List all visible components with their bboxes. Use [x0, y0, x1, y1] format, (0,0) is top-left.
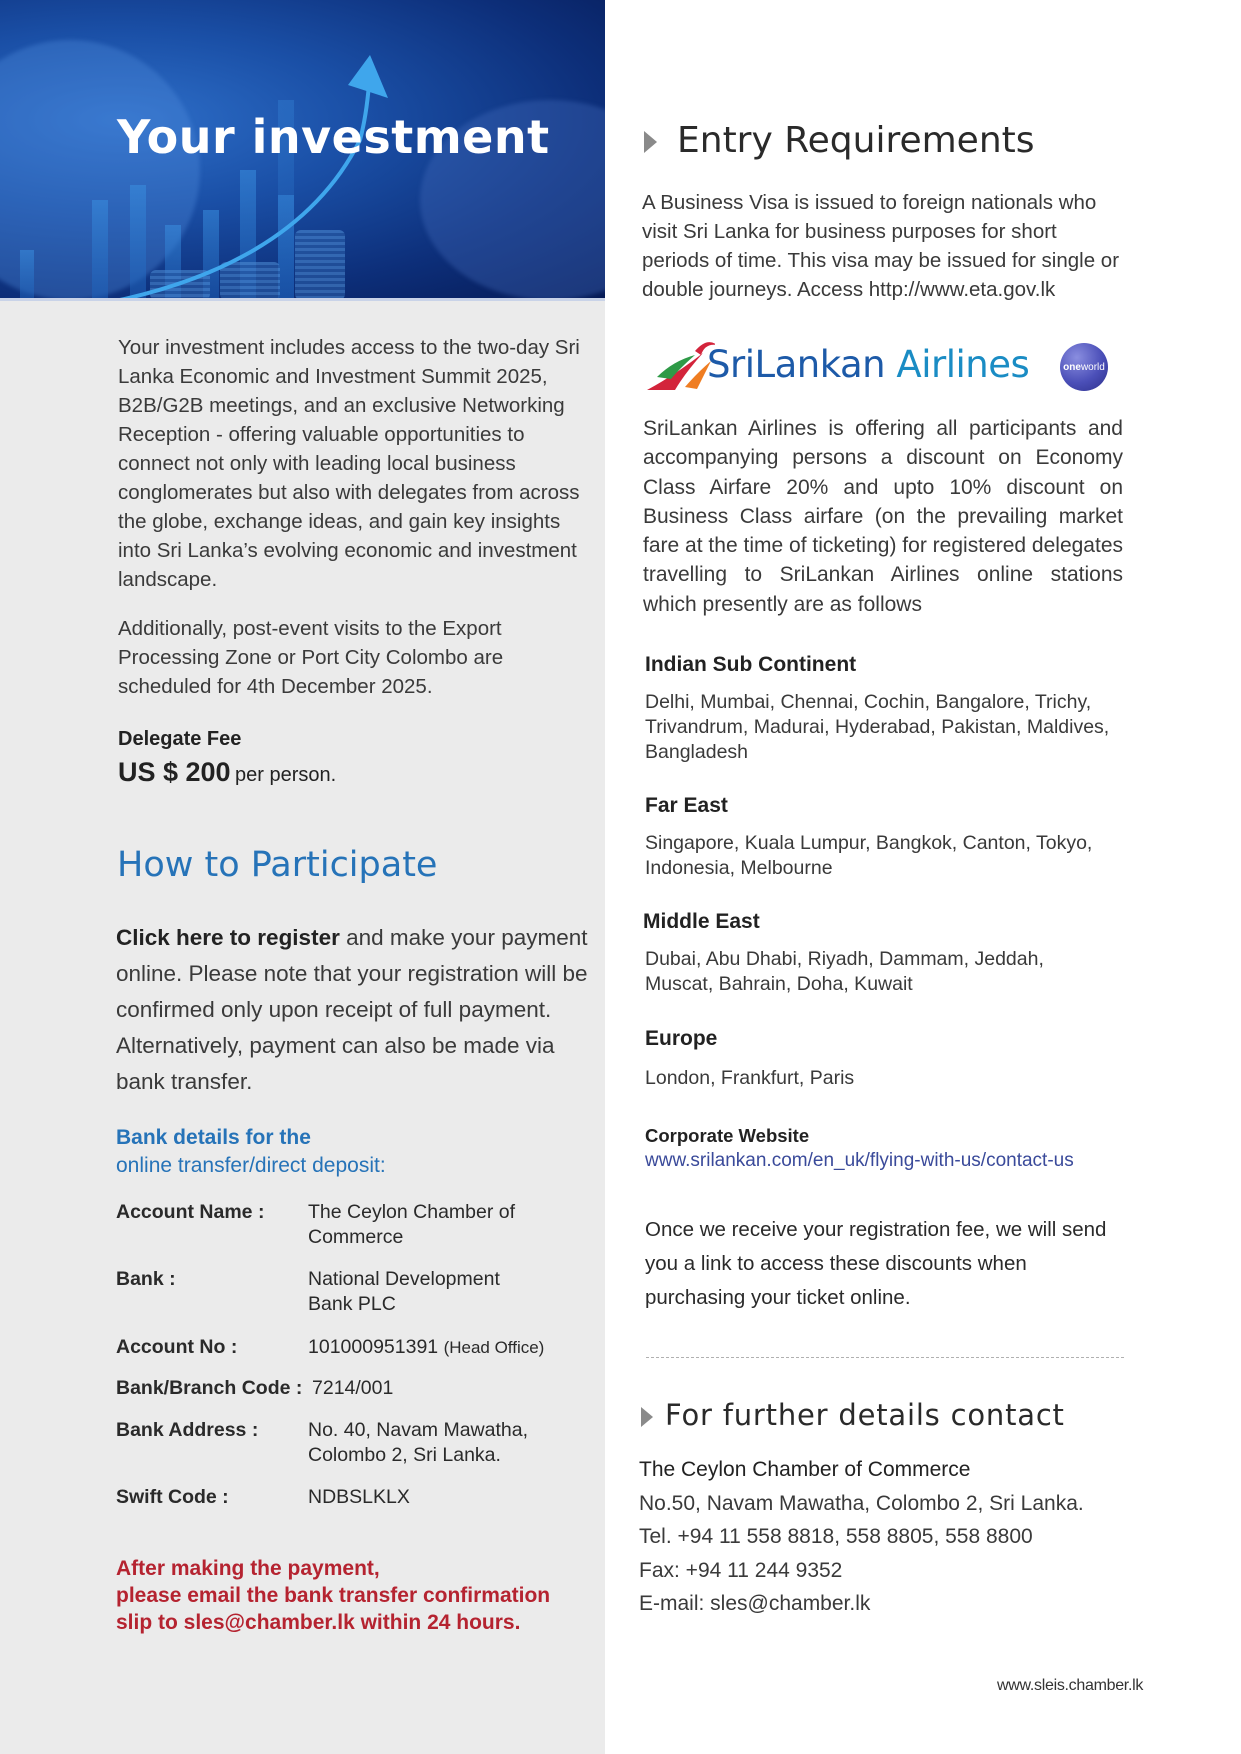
- post-event-paragraph: Additionally, post-event visits to the Export Processing Zone or Port City Colombo are scheduled for 4th December 2025.: [118, 617, 504, 698]
- alliance-part1: one: [1063, 361, 1081, 373]
- corporate-website-label: Corporate Website: [645, 1125, 810, 1146]
- how-to-participate-heading: How to Participate: [117, 845, 438, 885]
- bank-heading-line1: Bank details for the: [116, 1126, 311, 1149]
- participate-paragraph: [116, 920, 606, 1100]
- warning-line: please email the bank transfer confirmation: [116, 1584, 551, 1607]
- warning-line: slip to sles@chamber.lk within 24 hours.: [116, 1611, 521, 1634]
- airline-offer-paragraph: SriLankan Airlines is offering all participants and accompanying persons a discount on Economy Class Airfare 20% and upto 10% discount on Business Class airfare (on the prevailing market fare at the time of ticketing) for registered delegates travelling to SriLankan Airlines online stations which presently are as follows: [643, 417, 1123, 616]
- payment-warning: [116, 1555, 550, 1636]
- dashed-divider: [646, 1357, 1124, 1358]
- entry-paragraph: A Business Visa is issued to foreign nationals who visit Sri Lanka for business purposes for short periods of time. This visa may be issued for single or double journeys. Access http://www.eta.gov.lk: [642, 191, 1120, 301]
- peacock-wing-icon: [645, 335, 715, 395]
- entry-requirements-heading: [644, 120, 1035, 161]
- entry-title: Entry Requirements: [677, 120, 1035, 161]
- hero-divider: [0, 298, 605, 301]
- region-cities: Singapore, Kuala Lumpur, Bangkok, Canton, Tokyo, Indonesia, Melbourne: [645, 832, 1093, 879]
- region-cities: Dubai, Abu Dhabi, Riyadh, Dammam, Jeddah, Muscat, Bahrain, Doha, Kuwait: [645, 948, 1044, 995]
- oneworld-logo: [1060, 343, 1108, 391]
- account-number: 101000951391: [308, 1336, 439, 1358]
- bank-key: Account Name :: [116, 1201, 265, 1223]
- fee-amount: US $ 200: [118, 757, 231, 787]
- bank-key: Account No :: [116, 1336, 238, 1358]
- footer-website[interactable]: www.sleis.chamber.lk: [997, 1677, 1144, 1694]
- contact-title: For further details contact: [665, 1398, 1065, 1432]
- alliance-part2: world: [1080, 361, 1105, 373]
- hero-title: Your investment: [117, 110, 550, 164]
- contact-address: No.50, Navam Mawatha, Colombo 2, Sri Lanka.: [639, 1491, 1084, 1515]
- bank-key: Bank :: [116, 1268, 176, 1290]
- contact-heading: [641, 1398, 1065, 1432]
- warning-line: After making the payment,: [116, 1557, 380, 1580]
- bank-heading-line2: online transfer/direct deposit:: [116, 1154, 386, 1177]
- region-cities: Delhi, Mumbai, Chennai, Cochin, Bangalore, Trichy, Trivandrum, Madurai, Hyderabad, Pakistan, Maldives, Bangladesh: [645, 691, 1110, 763]
- contact-block: [639, 1453, 1084, 1621]
- region-heading: Europe: [645, 1027, 718, 1050]
- discount-note: Once we receive your registration fee, we will send you a link to access these discounts when purchasing your ticket online.: [645, 1218, 1107, 1309]
- brand-part2: Airlines: [885, 343, 1030, 386]
- bank-value: National Development Bank PLC: [308, 1268, 500, 1315]
- delegate-fee: [118, 757, 336, 788]
- hero-banner: [0, 0, 605, 300]
- delegate-fee-label: Delegate Fee: [118, 728, 242, 750]
- caret-right-icon: [641, 1407, 653, 1427]
- account-note: (Head Office): [443, 1338, 545, 1357]
- intro-paragraph: Your investment includes access to the two-day Sri Lanka Economic and Investment Summit 2025, B2B/G2B meetings, and an exclusive Networking Reception - offering valuable opportunities to connect not only with leading local business conglomerates but also with delegates from across the globe, exchange ideas, and gain key insights into Sri Lanka’s evolving economic and investment landscape.: [118, 336, 580, 591]
- bank-value: No. 40, Navam Mawatha, Colombo 2, Sri Lanka.: [308, 1419, 529, 1466]
- region-heading: Far East: [645, 794, 728, 817]
- region-heading: Indian Sub Continent: [645, 653, 857, 676]
- register-link[interactable]: Click here to register: [116, 925, 340, 950]
- contact-email[interactable]: E-mail: sles@chamber.lk: [639, 1592, 871, 1615]
- contact-fax: Fax: +94 11 244 9352: [639, 1558, 843, 1582]
- caret-right-icon: [644, 131, 657, 153]
- region-cities: London, Frankfurt, Paris: [645, 1067, 855, 1089]
- fee-suffix: per person.: [235, 764, 337, 786]
- bank-key: Swift Code :: [116, 1486, 229, 1508]
- corporate-website-link[interactable]: www.srilankan.com/en_uk/flying-with-us/contact-us: [645, 1150, 1074, 1171]
- bank-value: NDBSLKLX: [308, 1486, 410, 1508]
- srilankan-airlines-logo: [645, 335, 1115, 400]
- bank-details-heading: [116, 1124, 386, 1180]
- contact-org: The Ceylon Chamber of Commerce: [639, 1458, 971, 1481]
- bank-value: [308, 1335, 588, 1360]
- airline-wordmark: [707, 343, 1029, 386]
- brand-part1: SriLankan: [707, 343, 886, 386]
- region-heading: Middle East: [643, 910, 760, 933]
- contact-tel: Tel. +94 11 558 8818, 558 8805, 558 8800: [639, 1525, 1033, 1548]
- bank-value: 7214/001: [312, 1377, 394, 1399]
- bank-key: Bank Address :: [116, 1419, 259, 1441]
- bank-key: Bank/Branch Code :: [116, 1377, 303, 1399]
- participate-body: and make your payment online. Please note that your registration will be confirmed only upon receipt of full payment. Alternatively, payment can also be made via bank transfer.: [116, 925, 588, 1094]
- bank-value: The Ceylon Chamber of Commerce: [308, 1201, 516, 1248]
